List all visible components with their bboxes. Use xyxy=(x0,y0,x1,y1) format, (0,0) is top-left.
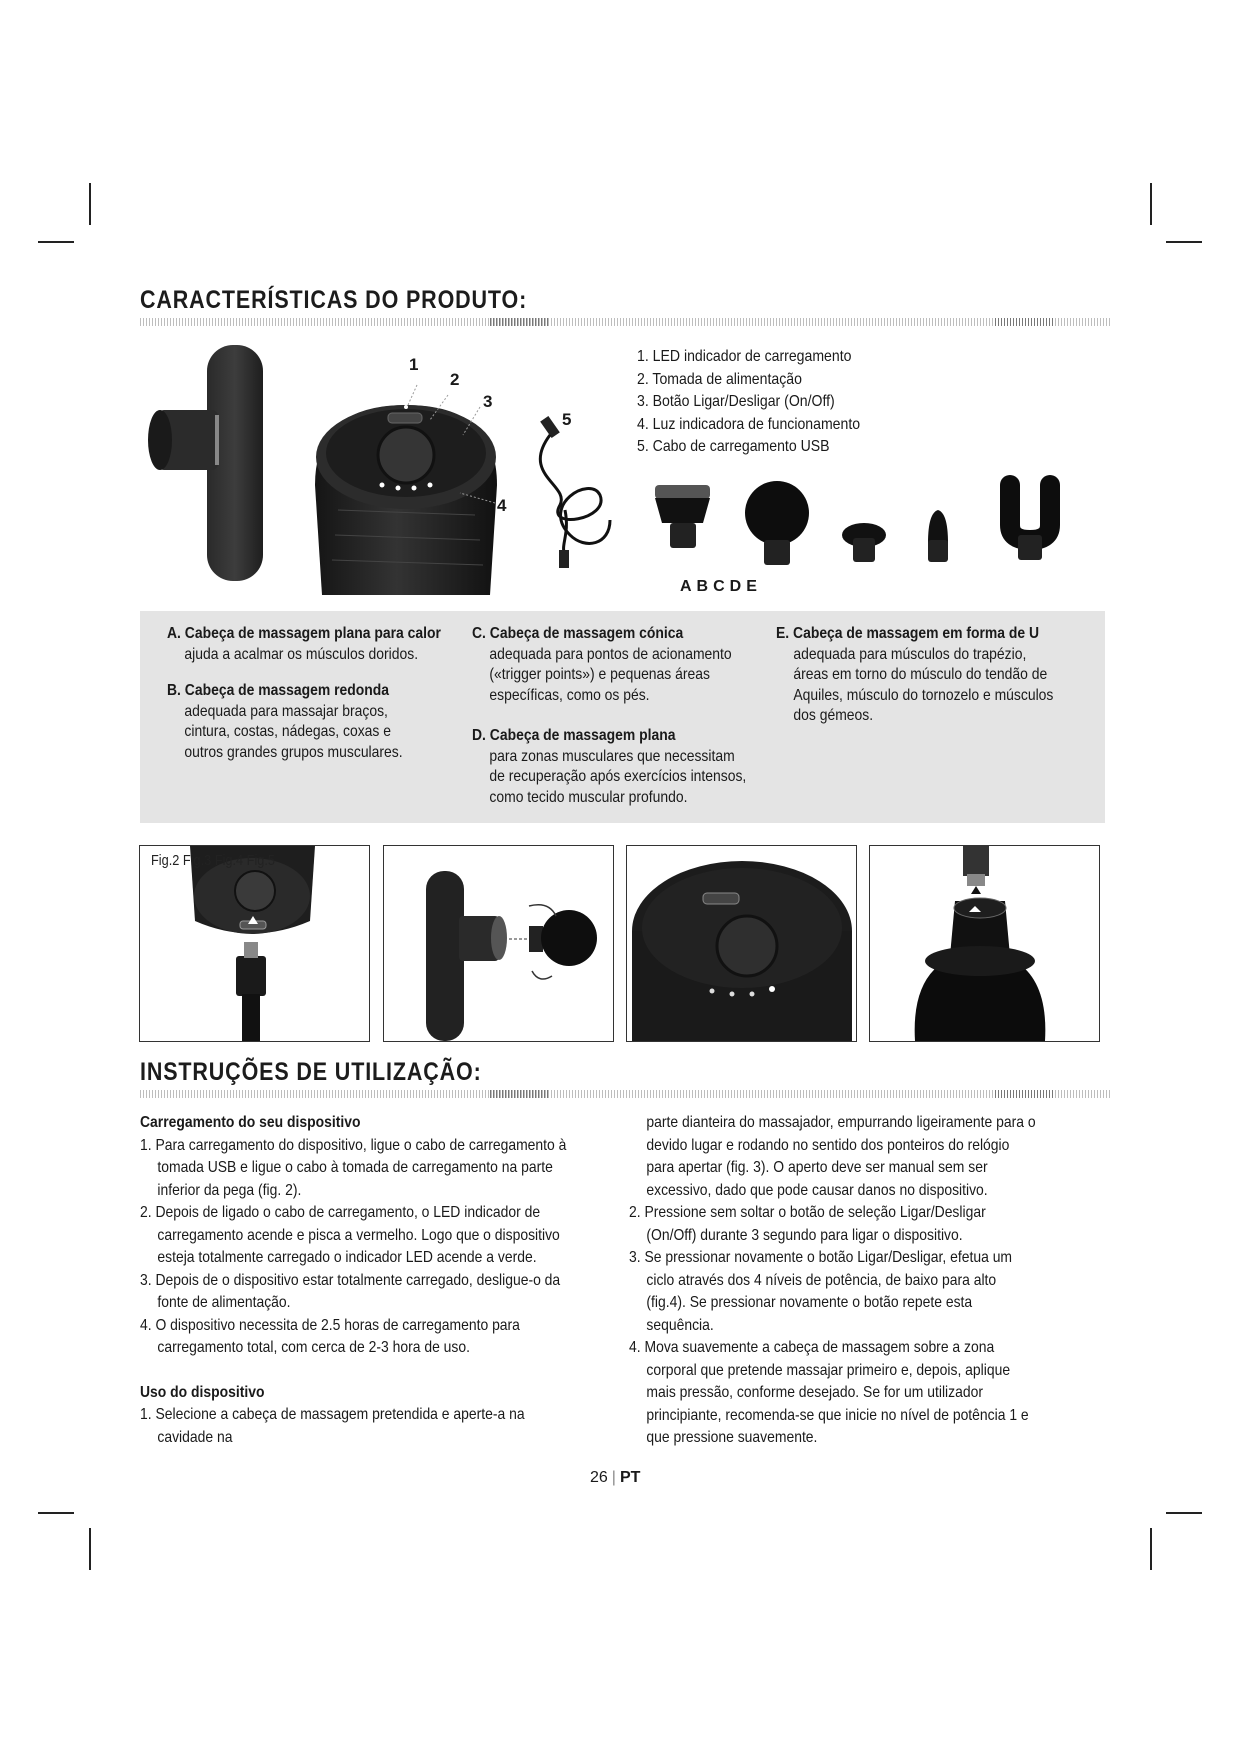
head-a-title: A. Cabeça de massagem plana para calor xyxy=(167,625,441,642)
head-c-desc: adequada para pontos de acionamento («trigger points») e pequenas áreas específicas, como os pés. xyxy=(489,645,732,704)
usage-item: 2. Pressione sem soltar o botão de seleção Ligar/Desligar (On/Off) durante 3 segundo para ligar o dispositivo. xyxy=(629,1204,986,1244)
crop-mark xyxy=(38,1512,74,1514)
massage-head-e-icon xyxy=(1010,485,1050,560)
head-b xyxy=(167,681,428,763)
usage-item-continuation: parte dianteira do massajador, empurrando ligeiramente para o devido lugar e rodando no sentido dos ponteiros do relógio para apertar (fig. 3). O aperto deve ser manual sem ser excessivo, dado que pode causar danos no dispositivo. xyxy=(646,1114,1036,1199)
charging-item: 4. O dispositivo necessita de 2.5 horas de carregamento para carregamento total, com cerca de 2-3 hora de uso. xyxy=(140,1316,520,1356)
instructions-title: INSTRUÇÕES DE UTILIZAÇÃO: xyxy=(140,1058,482,1086)
device-base-icon xyxy=(315,385,497,595)
charging-item: 3. Depois de o dispositivo estar totalmente carregado, desligue-o da fonte de alimentação. xyxy=(140,1271,561,1311)
head-a-desc: ajuda a acalmar os músculos doridos. xyxy=(184,645,419,663)
crop-mark xyxy=(1150,1528,1152,1570)
crop-mark xyxy=(38,241,74,243)
massage-head-a-icon xyxy=(655,485,710,548)
figure-4 xyxy=(626,845,857,1042)
usage-item: 3. Se pressionar novamente o botão Ligar/Desligar, efetua um ciclo através dos 4 níveis de potência, de baixo para alto (fig.4). Se pressionar novamente o botão repete esta sequência. xyxy=(629,1249,1013,1334)
massage-head-c-icon xyxy=(842,523,886,562)
charging-subtitle: Carregamento do seu dispositivo xyxy=(140,1114,361,1131)
head-d xyxy=(472,726,750,808)
component-item: 5. Cabo de carregamento USB xyxy=(637,438,830,455)
crop-mark xyxy=(1166,241,1202,243)
head-a xyxy=(167,624,445,665)
usage-item: 1. Selecione a cabeça de massagem pretendida e aperte-a na cavidade na xyxy=(140,1406,525,1446)
massage-gun-icon xyxy=(148,345,263,581)
crop-mark xyxy=(89,183,91,225)
features-title: CARACTERÍSTICAS DO PRODUTO: xyxy=(140,286,528,314)
callout-4: 4 xyxy=(497,496,507,515)
components-list xyxy=(637,346,860,459)
instructions-right-column xyxy=(629,1112,1038,1450)
head-letters: ABCDE xyxy=(680,578,762,595)
section-divider xyxy=(140,318,1110,326)
callout-5: 5 xyxy=(562,410,572,429)
head-c-title: C. Cabeça de massagem cónica xyxy=(472,625,684,642)
component-item: 1. LED indicador de carregamento xyxy=(637,348,852,365)
page-number: 26 | PT xyxy=(590,1469,641,1486)
crop-mark xyxy=(89,1528,91,1570)
head-e xyxy=(776,624,1054,727)
crop-mark xyxy=(1166,1512,1202,1514)
usage-subtitle: Uso do dispositivo xyxy=(140,1383,265,1401)
language-code: PT xyxy=(619,1469,641,1486)
charging-item: 1. Para carregamento do dispositivo, ligue o cabo de carregamento à tomada USB e ligue o cabo à tomada de carregamento na parte inferior da pega (fig. 2). xyxy=(140,1136,567,1199)
figure-5 xyxy=(869,845,1100,1042)
component-item: 2. Tomada de alimentação xyxy=(637,370,802,388)
usage-item: 4. Mova suavemente a cabeça de massagem sobre a zona corporal que pretende massajar primeiro e, depois, aplique mais pressão, conforme desejado. Se for um utilizador principiante, recomenda-se que inicie no nível de potência 1 e que pressione suavemente. xyxy=(629,1339,1029,1446)
figure-labels: Fig.2 Fig.3 Fig.4 Fig.5 xyxy=(151,852,276,869)
head-b-title: B. Cabeça de massagem redonda xyxy=(167,682,390,699)
callout-2: 2 xyxy=(450,370,460,389)
component-item: 4. Luz indicadora de funcionamento xyxy=(637,415,861,433)
usb-cable-icon xyxy=(540,416,610,568)
section-divider xyxy=(140,1090,1110,1098)
charging-item: 2. Depois de ligado o cabo de carregamento, o LED indicador de carregamento acende e pisca a vermelho. Logo que o dispositivo esteja totalmente carregado o indicador LED acende a verde. xyxy=(140,1204,560,1266)
massage-head-b-icon xyxy=(745,481,809,565)
figure-3 xyxy=(383,845,614,1042)
instructions-left-column xyxy=(140,1112,571,1449)
callout-1: 1 xyxy=(409,355,419,374)
head-d-title: D. Cabeça de massagem plana xyxy=(472,727,676,744)
crop-mark xyxy=(1150,183,1152,225)
head-d-desc: para zonas musculares que necessitam de recuperação após exercícios intensos, como tecido muscular profundo. xyxy=(489,747,747,806)
head-c xyxy=(472,624,733,706)
massage-head-d-icon xyxy=(928,510,948,562)
callout-3: 3 xyxy=(483,392,493,411)
figure-2 xyxy=(139,845,370,1042)
head-e-desc: adequada para músculos do trapézio, áreas em torno do músculo do tendão de Aquiles, músculo do tornozelo e músculos dos gémeos. xyxy=(793,645,1054,724)
head-b-desc: adequada para massajar braços, cintura, costas, nádegas, coxas e outros grandes grupos musculares. xyxy=(184,702,403,761)
component-item: 3. Botão Ligar/Desligar (On/Off) xyxy=(637,393,835,410)
page-number-value: 26 xyxy=(590,1469,608,1486)
head-e-title: E. Cabeça de massagem em forma de U xyxy=(776,625,1040,642)
